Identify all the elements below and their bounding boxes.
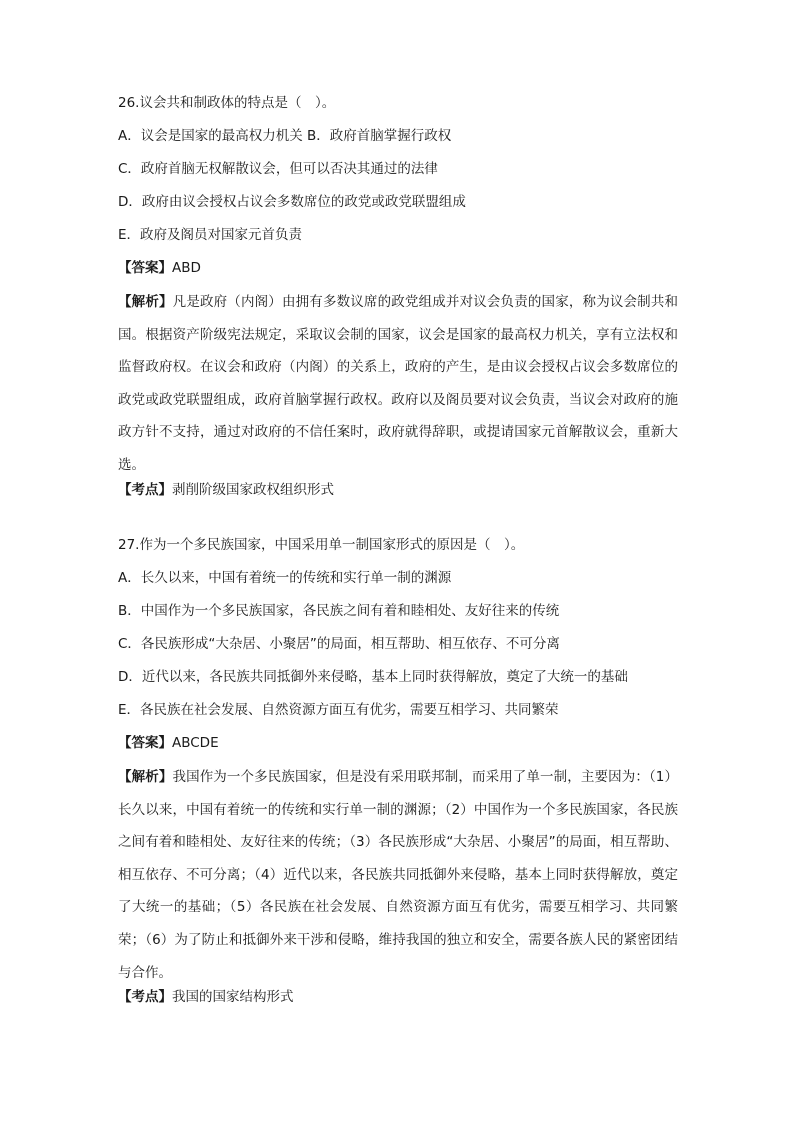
question-stem: 26.议会共和制政体的特点是（ ）。: [118, 95, 336, 111]
option-a: A．长久以来，中国有着统一的传统和实行单一制的渊源: [118, 570, 452, 586]
point-tag: 【考点】: [118, 481, 172, 498]
analysis-text: 凡是政府（内阁）由拥有多数议席的政党组成并对议会负责的国家，称为议会制共和国。根据资产阶级宪法规定，采取议会制的国家，议会是国家的最高权力机关，享有立法权和监督政府权。在议会和政府（内阁）的关系上，政府的产生，是由议会授权占议会多数席位的政党或政党联盟组成，政府首脑掌握行政权。政府以及阁员要对议会负责，当议会对政府的施政方针不支持，通过对政府的不信任案时，政府就得辞职，或提请国家元首解散议会，重新大选。: [118, 294, 679, 473]
option-e: E．政府及阁员对国家元首负责: [118, 227, 303, 243]
point-text: 剥削阶级国家政权组织形式: [172, 481, 334, 498]
option-d: D．政府由议会授权占议会多数席位的政党或政党联盟组成: [118, 194, 466, 210]
option-b: B．中国作为一个多民族国家，各民族之间有着和睦相处、友好往来的传统: [118, 603, 560, 619]
answer-tag: 【答案】: [118, 260, 172, 276]
question-27: [118, 536, 678, 1021]
option-d: D．近代以来，各民族共同抵御外来侵略，基本上同时获得解放，奠定了大统一的基础: [118, 669, 628, 685]
point-text: 我国的国家结构形式: [172, 989, 294, 1006]
analysis-paragraph: [118, 286, 678, 482]
analysis-tag: 【解析】: [118, 769, 173, 785]
analysis-paragraph: [118, 761, 678, 989]
option-c: C．政府首脑无权解散议会，但可以否决其通过的法律: [118, 161, 438, 177]
answer-value: ABD: [172, 260, 201, 276]
analysis-text: 我国作为一个多民族国家，但是没有采用联邦制，而采用了单一制，主要因为：（1）长久以来，中国有着统一的传统和实行单一制的渊源；（2）中国作为一个多民族国家，各民族之间有着和睦相处、友好往来的传统；（3）各民族形成“大杂居、小聚居”的局面，相互帮助、相互依存、不可分离；（4）近代以来，各民族共同抵御外来侵略，基本上同时获得解放，奠定了大统一的基础；（5）各民族在社会发展、自然资源方面互有优劣，需要互相学习、共同繁荣；（6）为了防止和抵御外来干涉和侵略，维持我国的独立和安全，需要各族人民的紧密团结与合作。: [118, 769, 679, 981]
question-26: [118, 94, 678, 514]
answer-line: [118, 259, 678, 277]
point-line: [118, 481, 678, 499]
point-line: [118, 988, 678, 1006]
point-tag: 【考点】: [118, 989, 172, 1006]
option-e: E．各民族在社会发展、自然资源方面互有优劣，需要互相学习、共同繁荣: [118, 702, 559, 718]
answer-tag: 【答案】: [118, 735, 172, 751]
option-ab: A．议会是国家的最高权力机关 B．政府首脑掌握行政权: [118, 128, 452, 144]
answer-value: ABCDE: [172, 735, 219, 751]
answer-line: [118, 734, 678, 752]
question-stem: 27.作为一个多民族国家，中国采用单一制国家形式的原因是（ ）。: [118, 537, 525, 553]
option-c: C．各民族形成“大杂居、小聚居”的局面，相互帮助、相互依存、不可分离: [118, 636, 560, 652]
analysis-tag: 【解析】: [118, 294, 173, 310]
